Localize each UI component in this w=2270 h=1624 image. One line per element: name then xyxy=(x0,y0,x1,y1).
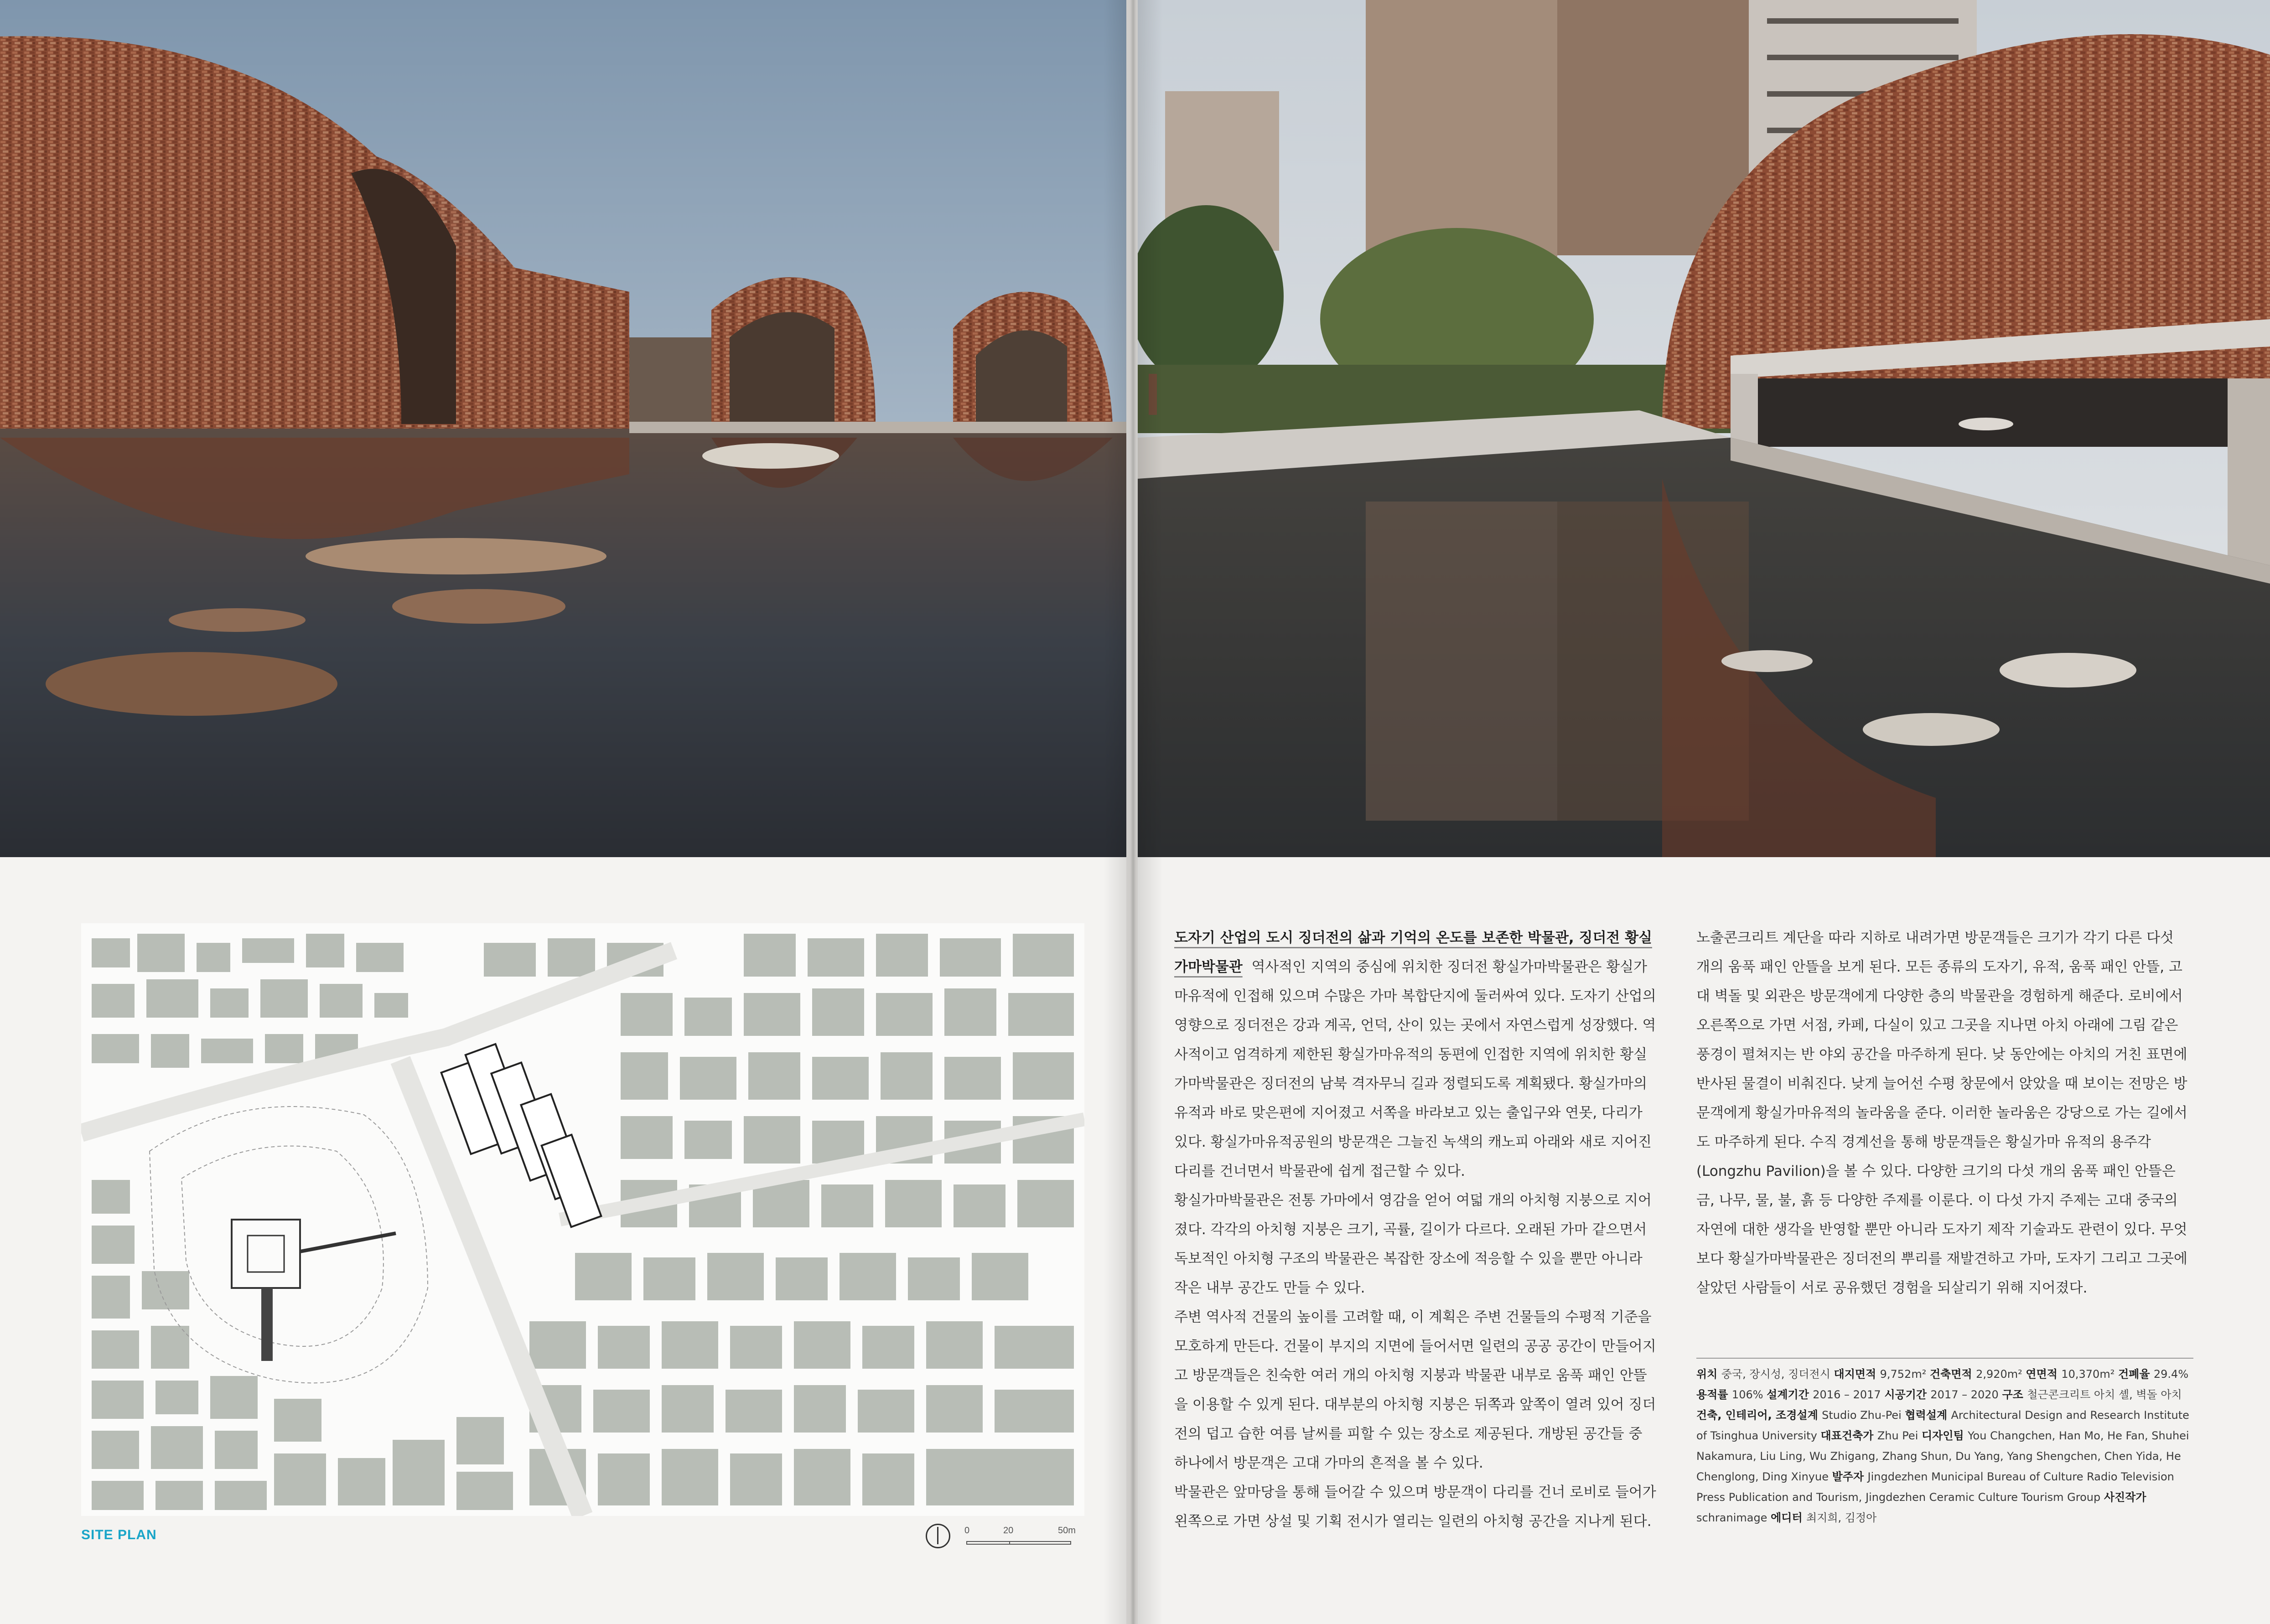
article-column-1 xyxy=(1174,923,1658,1536)
scale-bar xyxy=(964,1526,1074,1548)
right-page xyxy=(1138,0,2270,1624)
article-headline: 도자기 산업의 도시 징더전의 삶과 기억의 온도를 보존한 박물관, 징더전 황실가마박물관 xyxy=(1174,930,1653,975)
credit-key: 대표건축가 xyxy=(1820,1429,1877,1442)
credit-value: 9,752m² xyxy=(1880,1368,1930,1381)
credit-key: 연면적 xyxy=(2026,1368,2062,1381)
credit-key: 용적률 xyxy=(1696,1388,1732,1401)
credit-value: Studio Zhu-Pei xyxy=(1822,1409,1905,1422)
credit-key: 건축, 인테리어, 조경설계 xyxy=(1696,1409,1822,1422)
credit-key: 협력설계 xyxy=(1905,1409,1951,1422)
scale-label-20: 20 xyxy=(1003,1526,1014,1536)
credit-key: 설계기간 xyxy=(1767,1388,1813,1401)
credit-value: 10,370m² xyxy=(2061,1368,2118,1381)
credit-key: 디자인팀 xyxy=(1921,1429,1968,1442)
credit-value: 106% xyxy=(1731,1388,1767,1401)
credit-value: 중국, 장시성, 징더전시 xyxy=(1721,1368,1834,1381)
site-plan-label: SITE PLAN xyxy=(81,1527,157,1542)
scale-label-0: 0 xyxy=(964,1526,970,1536)
project-credits xyxy=(1696,1358,2193,1528)
scale-label-50: 50m xyxy=(1058,1526,1076,1536)
article-paragraph: 박물관은 앞마당을 통해 들어갈 수 있으며 방문객이 다리를 건너 로비로 들어가 왼쪽으로 가면 상설 및 기획 전시가 열리는 일련의 아치형 공간을 지나게 된다. xyxy=(1174,1484,1656,1530)
photo-left-kiln-vaults xyxy=(0,0,1126,857)
credit-key: 건축면적 xyxy=(1929,1368,1976,1381)
credit-value: 철근콘크리트 아치 셸, 벽돌 아치 xyxy=(2027,1388,2182,1401)
credit-value: 2017 – 2020 xyxy=(1930,1388,2002,1401)
photo-right-vault-and-pool xyxy=(1138,0,2270,857)
credit-value: You Changchen, Han Mo, He Fan, Shuhei Nakamura, Liu Ling, Wu Zhigang, Zhang Shun, Du Yang, Yang Shengchen, Chen Yida, He Chenglong, Ding Xinyue xyxy=(1696,1429,2189,1483)
article-paragraph: 황실가마박물관은 전통 가마에서 영감을 얻어 여덟 개의 아치형 지붕으로 지어졌다. 각각의 아치형 지붕은 크기, 곡률, 길이가 다르다. 오래된 가마 같으면서 독보적인 아치형 구조의 박물관은 복잡한 장소에 적응할 수 있을 뿐만 아니라 작은 내부 공간도 만들 수 있다. xyxy=(1174,1192,1652,1296)
credit-value: Zhu Pei xyxy=(1877,1429,1922,1442)
credit-key: 건폐율 xyxy=(2118,1368,2154,1381)
article-paragraph: 주변 역사적 건물의 높이를 고려할 때, 이 계획은 주변 건물들의 수평적 기준을 모호하게 만든다. 건물이 부지의 지면에 들어서면 일련의 공공 공간이 만들어지고 방문객들은 친숙한 여러 개의 아치형 지붕과 박물관 내부로 움푹 패인 안뜰을 이용할 수 있게 된다. 대부분의 아치형 지붕은 뒤쪽과 앞쪽이 열려 있어 징더전의 덥고 습한 여름 날씨를 피할 수 있는 장소로 제공된다. 개방된 공간들 중 하나에서 방문객은 고대 가마의 흔적을 볼 수 있다. xyxy=(1174,1309,1656,1471)
credit-value: 29.4% xyxy=(2153,1368,2189,1381)
credit-key: 발주자 xyxy=(1832,1470,1868,1483)
north-arrow-icon xyxy=(926,1524,950,1548)
credit-value: Architectural Design and Research Institute of Tsinghua University xyxy=(1696,1409,2189,1442)
article-column-2 xyxy=(1696,923,2189,1303)
credit-value: 2,920m² xyxy=(1976,1368,2026,1381)
credit-key: 사진작가 xyxy=(2104,1491,2146,1504)
article-paragraph: 역사적인 지역의 중심에 위치한 징더전 황실가마박물관은 황실가마유적에 인접해 있으며 수많은 가마 복합단지에 둘러싸여 있다. 도자기 산업의 영향으로 징더전은 강과 계곡, 언덕, 산이 있는 곳에서 자연스럽게 성장했다. 역사적이고 엄격하게 제한된 황실가마유적의 동편에 인접한 지역에 위치한 황실가마박물관은 징더전의 남북 격자무늬 길과 정렬되도록 계획됐다. 황실가마의 유적과 바로 맞은편에 지어졌고 서쪽을 바라보고 있는 출입구와 연못, 다리가 있다. 황실가마유적공원의 방문객은 그늘진 녹색의 캐노피 아래와 새로 지어진 다리를 건너면서 박물관에 쉽게 접근할 수 있다. xyxy=(1174,959,1656,1179)
credit-key: 대지면적 xyxy=(1834,1368,1880,1381)
credit-key: 시공기간 xyxy=(1884,1388,1931,1401)
left-page xyxy=(0,0,1126,1624)
credit-key: 위치 xyxy=(1696,1368,1721,1381)
credit-value: 2016 – 2017 xyxy=(1813,1388,1885,1401)
credit-key: 에디터 xyxy=(1771,1511,1806,1524)
credit-value: 최지희, 김정아 xyxy=(1806,1511,1877,1524)
credit-key: 구조 xyxy=(2002,1388,2027,1401)
article-paragraph: 노출콘크리트 계단을 따라 지하로 내려가면 방문객들은 크기가 각기 다른 다섯 개의 움푹 패인 안뜰을 보게 된다. 모든 종류의 도자기, 유적, 움푹 패인 안뜰, 고대 벽돌 및 외관은 방문객에게 다양한 층의 박물관을 경험하게 해준다. 로비에서 오른쪽으로 가면 서점, 카페, 다실이 있고 그곳을 지나면 아치 아래에 그림 같은 풍경이 펼쳐지는 반 야외 공간을 마주하게 된다. 낮 동안에는 아치의 거친 표면에 반사된 물결이 비춰진다. 낮게 늘어선 수평 창문에서 앉았을 때 보이는 전망은 방문객에게 황실가마유적의 놀라움을 준다. 이러한 놀라움은 강당으로 가는 길에서도 마주하게 된다. 수직 경계선을 통해 방문객들은 황실가마 유적의 용주각(Longzhu Pavilion)을 볼 수 있다. 다양한 크기의 다섯 개의 움푹 패인 안뜰은 금, 나무, 물, 불, 흙 등 다양한 주제를 이룬다. 이 다섯 가지 주제는 고대 중국의 자연에 대한 생각을 반영할 뿐만 아니라 도자기 제작 기술과도 관련이 있다. 무엇보다 황실가마박물관은 징더전의 뿌리를 재발견하고 가마, 도자기 그리고 그곳에 살았던 사람들이 서로 공유했던 경험을 되살리기 위해 지어졌다. xyxy=(1696,930,2187,1296)
site-plan-drawing xyxy=(81,923,1084,1516)
credit-value: Jingdezhen Municipal Bureau of Culture Radio Television Press Publication and Tourism, Jingdezhen Ceramic Culture Tourism Group xyxy=(1696,1470,2174,1504)
credit-value: schranimage xyxy=(1696,1511,1771,1524)
